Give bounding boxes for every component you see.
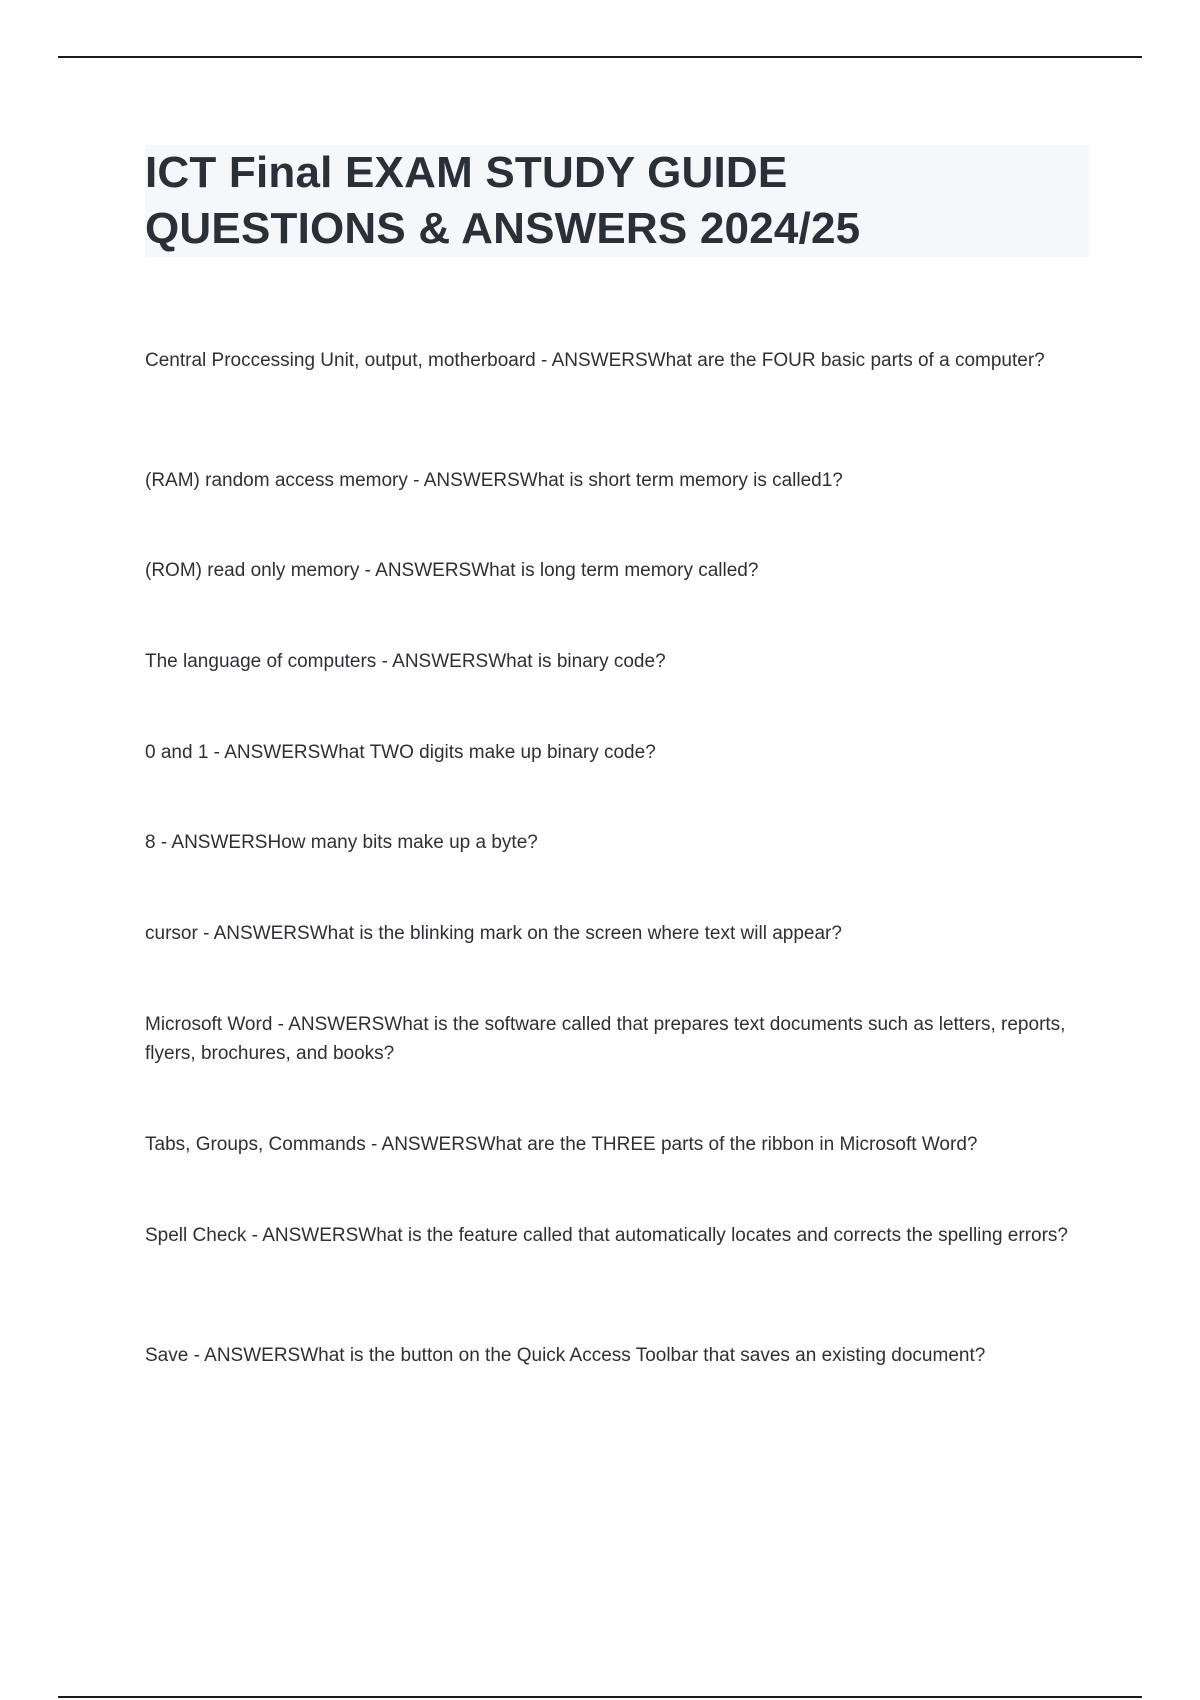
qa-item: (RAM) random access memory - ANSWERSWhat is short term memory is called1? (145, 470, 843, 491)
title-line-1: ICT Final EXAM STUDY GUIDE (145, 148, 788, 197)
qa-item: cursor - ANSWERSWhat is the blinking mark on the screen where text will appear? (145, 923, 842, 944)
qa-item: Central Proccessing Unit, output, motherboard - ANSWERSWhat are the FOUR basic parts of a computer? (145, 350, 1045, 371)
qa-item: Microsoft Word - ANSWERSWhat is the software called that prepares text documents such as letters, reports, flyers, brochures, and books? (145, 1014, 1066, 1064)
qa-item: Tabs, Groups, Commands - ANSWERSWhat are the THREE parts of the ribbon in Microsoft Word? (145, 1134, 978, 1155)
footer-rule (58, 1696, 1142, 1698)
qa-item: 0 and 1 - ANSWERSWhat TWO digits make up binary code? (145, 742, 656, 763)
qa-item: Save - ANSWERSWhat is the button on the Quick Access Toolbar that saves an existing document? (145, 1345, 986, 1366)
page-title (145, 145, 1089, 257)
title-block (145, 145, 1089, 257)
qa-item: Spell Check - ANSWERSWhat is the feature called that automatically locates and corrects the spelling errors? (145, 1225, 1068, 1246)
qa-item: The language of computers - ANSWERSWhat is binary code? (145, 651, 666, 672)
title-line-2: QUESTIONS & ANSWERS 2024/25 (145, 204, 861, 253)
header-rule (58, 56, 1142, 58)
qa-item: (ROM) read only memory - ANSWERSWhat is long term memory called? (145, 560, 759, 581)
qa-item: 8 - ANSWERSHow many bits make up a byte? (145, 832, 538, 853)
